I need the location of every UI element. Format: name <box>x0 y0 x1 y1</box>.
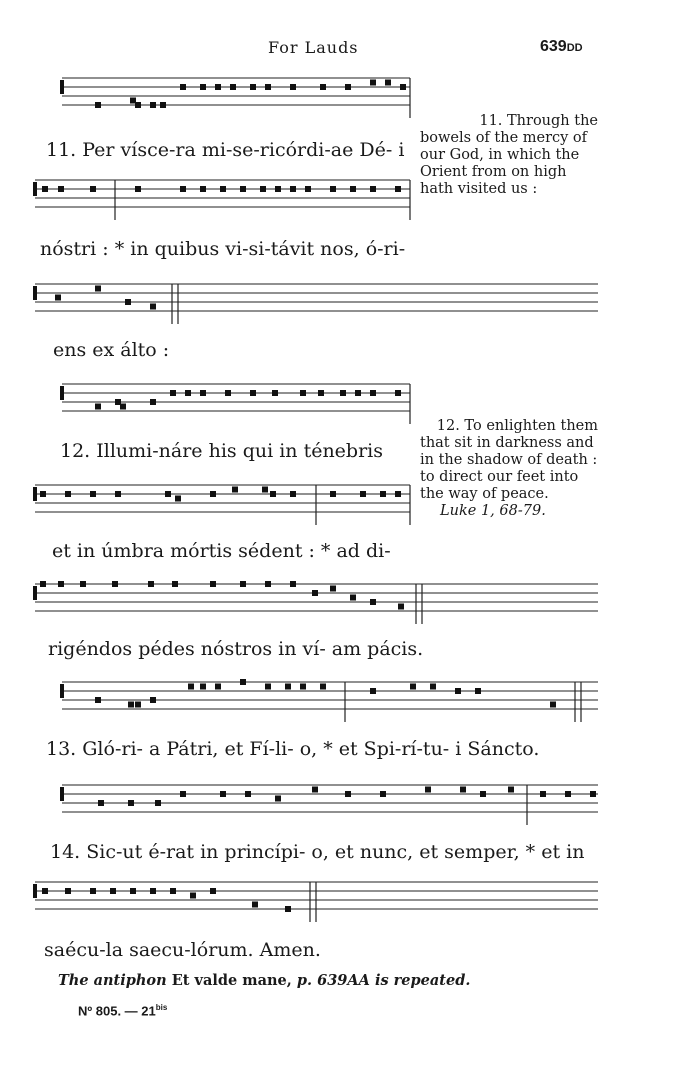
neume-note <box>80 581 86 587</box>
neume-note <box>290 84 296 90</box>
neume-note <box>380 791 386 797</box>
neume-note <box>185 390 191 396</box>
neume-note <box>200 390 206 396</box>
translation-line: in the shadow of death : <box>420 452 598 468</box>
neume-note <box>200 84 206 90</box>
neume-note <box>110 888 116 894</box>
neume-note <box>250 84 256 90</box>
neume-note <box>272 390 278 396</box>
clef-icon <box>60 80 64 94</box>
neume-note <box>180 791 186 797</box>
neume-note <box>300 684 306 690</box>
neume-note <box>385 80 391 86</box>
neume-note <box>220 186 226 192</box>
neume-note <box>312 590 318 596</box>
neume-note <box>285 684 291 690</box>
neume-note <box>265 684 271 690</box>
neume-note <box>95 404 101 410</box>
neume-note <box>40 491 46 497</box>
chant-staff-4 <box>0 374 673 424</box>
neume-note <box>65 888 71 894</box>
neume-note <box>232 487 238 493</box>
neume-note <box>240 679 246 685</box>
neume-note <box>180 84 186 90</box>
clef-icon <box>60 684 64 698</box>
neume-note <box>430 684 436 690</box>
clef-icon <box>60 787 64 801</box>
lyric-line-2: nóstri : * in quibus vi-si-távit nos, ó-ri- <box>40 238 406 260</box>
neume-note <box>128 702 134 708</box>
neume-note <box>190 893 196 899</box>
neume-note <box>90 888 96 894</box>
neume-note <box>425 787 431 793</box>
neume-note <box>290 186 296 192</box>
neume-note <box>395 390 401 396</box>
neume-note <box>95 697 101 703</box>
lyric-line-4: 12. Illumi-náre his qui in ténebris <box>60 440 383 462</box>
chant-staff-9 <box>0 872 673 922</box>
neume-note <box>200 684 206 690</box>
neume-note <box>188 684 194 690</box>
neume-note <box>270 491 276 497</box>
chant-staff-6 <box>0 574 673 624</box>
clef-icon <box>33 487 37 501</box>
neume-note <box>370 599 376 605</box>
neume-note <box>220 791 226 797</box>
neume-note <box>180 186 186 192</box>
neume-note <box>398 604 404 610</box>
printer-signature: Nº 805. — $21^{bis}$ <box>78 1003 168 1019</box>
neume-note <box>275 796 281 802</box>
neume-note <box>155 800 161 806</box>
translation-line: that sit in darkness and <box>420 435 594 451</box>
neume-note <box>395 491 401 497</box>
translation-line: bowels of the mercy of <box>420 130 588 146</box>
neume-note <box>285 906 291 912</box>
clef-icon <box>33 884 37 898</box>
neume-note <box>260 186 266 192</box>
neume-note <box>370 390 376 396</box>
neume-note <box>112 581 118 587</box>
neume-note <box>55 295 61 301</box>
neume-note <box>340 390 346 396</box>
neume-note <box>245 791 251 797</box>
neume-note <box>250 390 256 396</box>
neume-note <box>330 491 336 497</box>
neume-note <box>370 186 376 192</box>
clef-icon <box>33 586 37 600</box>
neume-note <box>475 688 481 694</box>
chant-staff-8 <box>0 775 673 825</box>
neume-note <box>90 491 96 497</box>
neume-note <box>150 304 156 310</box>
neume-note <box>175 496 181 502</box>
translation-line: our God, in which the <box>420 147 580 163</box>
neume-note <box>265 84 271 90</box>
neume-note <box>300 390 306 396</box>
neume-note <box>290 581 296 587</box>
neume-note <box>320 84 326 90</box>
neume-note <box>148 581 154 587</box>
lyric-line-9: saécu-la saecu-lórum. Amen. <box>44 939 321 961</box>
neume-note <box>125 299 131 305</box>
translation-line: 11. Through the <box>479 113 598 129</box>
neume-note <box>98 800 104 806</box>
neume-note <box>305 186 311 192</box>
neume-note <box>565 791 571 797</box>
translation-verse-12 <box>420 418 598 503</box>
neume-note <box>262 487 268 493</box>
neume-note <box>225 390 231 396</box>
neume-note <box>350 186 356 192</box>
neume-note <box>345 791 351 797</box>
neume-note <box>290 491 296 497</box>
clef-icon <box>33 182 37 196</box>
neume-note <box>150 697 156 703</box>
neume-note <box>240 186 246 192</box>
lyric-line-8: 14. Sic-ut é-rat in princípi- o, et nunc, et semper, * et in <box>50 841 585 863</box>
lyric-line-3: ens ex álto : <box>53 339 170 361</box>
neume-note <box>318 390 324 396</box>
neume-note <box>455 688 461 694</box>
neume-note <box>508 787 514 793</box>
neume-note <box>128 800 134 806</box>
neume-note <box>115 491 121 497</box>
neume-note <box>42 888 48 894</box>
clef-icon <box>33 286 37 300</box>
neume-note <box>165 491 171 497</box>
translation-line: 12. To enlighten them <box>436 418 598 434</box>
translation-line: the way of peace. <box>420 486 549 502</box>
neume-note <box>330 186 336 192</box>
clef-icon <box>60 386 64 400</box>
neume-note <box>170 390 176 396</box>
lyric-line-1: 11. Per vísce-ra mi-se-ricórdi-ae Dé- i <box>46 139 405 161</box>
neume-note <box>210 491 216 497</box>
neume-note <box>350 595 356 601</box>
neume-note <box>215 84 221 90</box>
antiphon-note: The antiphon Et valde mane, p. 639AA is repeated. <box>58 972 471 989</box>
neume-note <box>400 84 406 90</box>
neume-note <box>135 102 141 108</box>
neume-note <box>40 581 46 587</box>
neume-note <box>345 84 351 90</box>
translation-verse-11 <box>420 113 598 198</box>
neume-note <box>95 102 101 108</box>
neume-note <box>312 787 318 793</box>
neume-note <box>150 102 156 108</box>
neume-note <box>210 581 216 587</box>
neume-note <box>330 586 336 592</box>
scripture-reference: Luke 1, 68-79. <box>440 503 546 519</box>
neume-note <box>230 84 236 90</box>
neume-note <box>550 702 556 708</box>
neume-note <box>395 186 401 192</box>
neume-note <box>370 80 376 86</box>
neume-note <box>95 286 101 292</box>
neume-note <box>135 186 141 192</box>
translation-line: hath visited us : <box>420 181 538 197</box>
neume-note <box>460 787 466 793</box>
neume-note <box>215 684 221 690</box>
neume-note <box>130 888 136 894</box>
neume-note <box>120 404 126 410</box>
chant-staff-7 <box>0 672 673 722</box>
translation-line: to direct our feet into <box>420 469 579 485</box>
neume-note <box>360 491 366 497</box>
neume-note <box>370 688 376 694</box>
neume-note <box>65 491 71 497</box>
neume-note <box>200 186 206 192</box>
neume-note <box>150 888 156 894</box>
lyric-line-7: 13. Gló-ri- a Pátri, et Fí-li- o, * et Spi-rí-tu- i Sáncto. <box>46 738 540 760</box>
neume-note <box>590 791 596 797</box>
page-number: 639DD <box>540 38 583 55</box>
neume-note <box>320 684 326 690</box>
neume-note <box>355 390 361 396</box>
neume-note <box>265 581 271 587</box>
neume-note <box>210 888 216 894</box>
neume-note <box>480 791 486 797</box>
neume-note <box>240 581 246 587</box>
neume-note <box>58 581 64 587</box>
translation-line: Orient from on high <box>420 164 567 180</box>
neume-note <box>150 399 156 405</box>
neume-note <box>172 581 178 587</box>
neume-note <box>42 186 48 192</box>
neume-note <box>410 684 416 690</box>
neume-note <box>135 702 141 708</box>
neume-note <box>90 186 96 192</box>
neume-note <box>252 902 258 908</box>
chant-staff-1 <box>0 68 673 118</box>
neume-note <box>160 102 166 108</box>
neume-note <box>170 888 176 894</box>
chant-staff-3 <box>0 274 673 324</box>
neume-note <box>380 491 386 497</box>
neume-note <box>275 186 281 192</box>
neume-note <box>58 186 64 192</box>
page-header-title: For Lauds <box>268 38 359 57</box>
lyric-line-6: rigéndos pédes nóstros in ví- am pácis. <box>48 638 424 660</box>
neume-note <box>540 791 546 797</box>
lyric-line-5: et in úmbra mórtis sédent : * ad di- <box>52 540 391 562</box>
